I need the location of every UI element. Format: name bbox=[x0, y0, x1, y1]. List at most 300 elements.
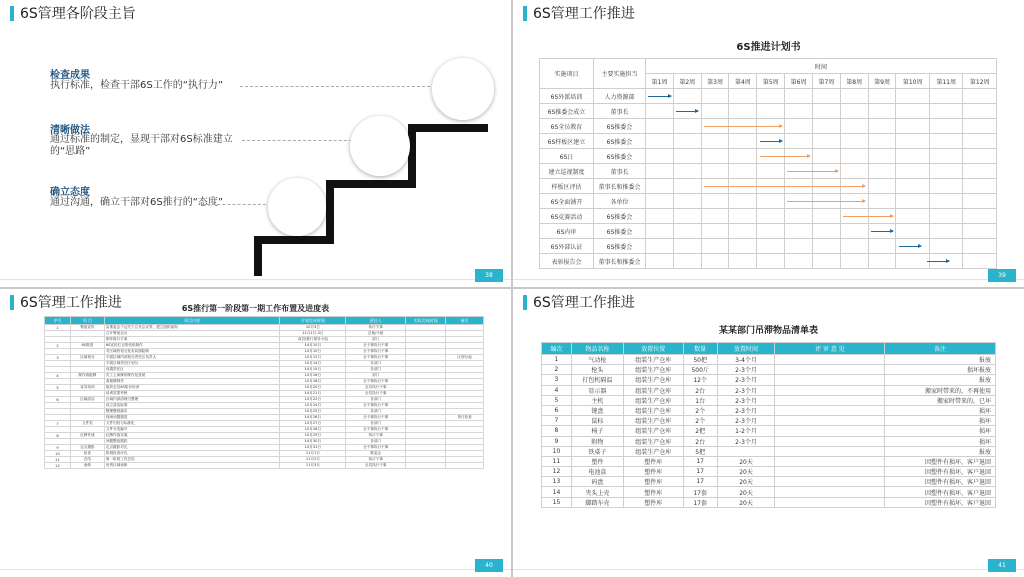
table-cell: 各部门 bbox=[346, 421, 406, 427]
plan-owner: 6S推委会 bbox=[594, 119, 646, 134]
table-cell: 2 bbox=[542, 365, 572, 375]
table-cell bbox=[775, 456, 885, 466]
week-cell bbox=[785, 119, 813, 134]
week-cell bbox=[929, 104, 962, 119]
week-cell bbox=[896, 119, 929, 134]
table-cell: 气动枪 bbox=[571, 355, 623, 365]
week-cell bbox=[757, 254, 785, 269]
week-cell bbox=[701, 224, 729, 239]
week-cell bbox=[929, 119, 962, 134]
week-cell bbox=[757, 104, 785, 119]
plan-item: 6S日 bbox=[540, 149, 594, 164]
week-cell bbox=[701, 194, 729, 209]
slide-title bbox=[523, 293, 635, 311]
gantt-arrow bbox=[899, 246, 921, 247]
table-cell: 2-3个月 bbox=[717, 416, 775, 426]
table-cell bbox=[775, 446, 885, 456]
table-cell: 塑件库 bbox=[623, 477, 683, 487]
week-cell bbox=[963, 134, 997, 149]
week-cell bbox=[785, 89, 813, 104]
footer-line bbox=[513, 569, 1024, 570]
table-cell: 20天 bbox=[717, 456, 775, 466]
week-cell bbox=[929, 149, 962, 164]
week-cell bbox=[929, 224, 962, 239]
table-row bbox=[542, 385, 996, 395]
stage-1-circle: 第一 阶段 bbox=[268, 178, 326, 236]
week-cell bbox=[868, 89, 896, 104]
table-cell: 2台 bbox=[683, 436, 717, 446]
table-cell: 9 bbox=[45, 445, 71, 451]
table-cell: 损坏 bbox=[885, 405, 996, 415]
week-cell bbox=[896, 104, 929, 119]
plan-item: 样板区评估 bbox=[540, 179, 594, 194]
plan-owner: 人力资源部 bbox=[594, 89, 646, 104]
week-cell bbox=[673, 164, 701, 179]
table-cell: 因塑件有损坏，客户退回 bbox=[885, 467, 996, 477]
stage-2-heading: 清晰做法 bbox=[50, 125, 90, 136]
table-cell: 9 bbox=[542, 436, 572, 446]
table-cell: 成员/推行领导小组 bbox=[280, 337, 346, 343]
table-cell: 问题整改跟踪 bbox=[104, 439, 280, 445]
table-cell bbox=[717, 446, 775, 456]
stage-3-heading: 检查成果 bbox=[50, 70, 90, 81]
table-cell: 表彰 bbox=[70, 463, 104, 469]
page-number: 39 bbox=[988, 269, 1016, 282]
week-cell bbox=[646, 134, 674, 149]
table-cell: 4 bbox=[45, 373, 71, 379]
table-cell: 文件归档与标准化 bbox=[104, 421, 280, 427]
table-cell bbox=[775, 405, 885, 415]
week-cell bbox=[868, 254, 896, 269]
table-cell: 设立清洁标准 bbox=[104, 403, 280, 409]
table-cell: 每日检查 bbox=[446, 415, 484, 421]
title-accent-bar bbox=[523, 295, 527, 310]
week-cell bbox=[929, 164, 962, 179]
table-cell: 文件分类编号 bbox=[104, 427, 280, 433]
table-cell: 各部门 bbox=[346, 397, 406, 403]
week-cell bbox=[840, 119, 868, 134]
week-cell bbox=[729, 149, 757, 164]
plan-row bbox=[540, 239, 997, 254]
table-cell: 各部门 bbox=[346, 367, 406, 373]
plan-item: 6S全面铺开 bbox=[540, 194, 594, 209]
col-header: 评 审 意 见 bbox=[775, 343, 885, 355]
title-accent-bar bbox=[523, 6, 527, 21]
table-cell: 5 bbox=[45, 385, 71, 391]
table-row bbox=[542, 416, 996, 426]
table-cell: 损坏 bbox=[885, 426, 996, 436]
plan-row bbox=[540, 194, 997, 209]
table-cell: 12个 bbox=[683, 375, 717, 385]
week-cell bbox=[812, 134, 840, 149]
week-cell bbox=[646, 239, 674, 254]
plan-owner: 6S推委会 bbox=[594, 149, 646, 164]
week-cell bbox=[673, 239, 701, 254]
table-cell: 10月15日 bbox=[280, 367, 346, 373]
table-cell: 全干事执行干事 bbox=[346, 445, 406, 451]
gantt-arrow bbox=[760, 141, 782, 142]
week-header: 第3周 bbox=[701, 74, 729, 89]
table-cell: 执行干事 bbox=[346, 325, 406, 331]
table-cell: 10月28日 bbox=[280, 427, 346, 433]
week-cell bbox=[963, 149, 997, 164]
table-cell: 因塑件有损坏，客户退回 bbox=[885, 477, 996, 487]
slide-title bbox=[523, 4, 635, 22]
week-cell bbox=[646, 194, 674, 209]
gantt-arrow bbox=[787, 171, 837, 172]
plan-table bbox=[539, 58, 997, 269]
week-cell bbox=[896, 254, 929, 269]
week-cell bbox=[812, 254, 840, 269]
week-cell bbox=[896, 164, 929, 179]
footer-line bbox=[0, 569, 511, 570]
table-cell: 全干事执行干事 bbox=[346, 427, 406, 433]
table-cell: 码盘 bbox=[571, 477, 623, 487]
table-cell: 因塑件有损坏，客户退回 bbox=[885, 497, 996, 507]
table-cell: 全员执行干事 bbox=[346, 385, 406, 391]
gantt-arrow bbox=[704, 126, 782, 127]
table-cell: 10月12日 bbox=[280, 355, 346, 361]
week-cell bbox=[840, 89, 868, 104]
table-row bbox=[542, 405, 996, 415]
stage-1-heading: 确立态度 bbox=[50, 187, 90, 198]
table-cell: 1-2个月 bbox=[717, 426, 775, 436]
table-cell: 11月2日 bbox=[280, 457, 346, 463]
table-cell: 平面区域内部划分责任区负责人 bbox=[104, 355, 280, 361]
table-cell: 2-3个月 bbox=[717, 405, 775, 415]
table-title: 6S推进计划书 bbox=[736, 42, 801, 53]
table-cell: 7 bbox=[45, 421, 71, 427]
table-cell: 12 bbox=[542, 467, 572, 477]
week-cell bbox=[757, 194, 785, 209]
gantt-arrow bbox=[927, 261, 949, 262]
week-cell bbox=[646, 179, 674, 194]
week-cell bbox=[729, 209, 757, 224]
week-cell bbox=[785, 209, 813, 224]
table-cell: 2个 bbox=[683, 405, 717, 415]
week-cell bbox=[812, 239, 840, 254]
table-cell: 鼠标 bbox=[571, 416, 623, 426]
week-cell bbox=[896, 179, 929, 194]
col-header: 计划完成时间 bbox=[280, 317, 346, 325]
week-cell bbox=[896, 209, 929, 224]
table-cell: 10 bbox=[45, 451, 71, 457]
col-header: 实际完成时间 bbox=[406, 317, 446, 325]
table-cell bbox=[775, 477, 885, 487]
table-cell: 报废 bbox=[885, 355, 996, 365]
week-cell bbox=[673, 209, 701, 224]
plan-item: 6S全员教育 bbox=[540, 119, 594, 134]
table-cell: 5 bbox=[542, 395, 572, 405]
table-cell: 搬家时带来的，已坏 bbox=[885, 395, 996, 405]
table-cell: 6 bbox=[542, 405, 572, 415]
stage-3-connector bbox=[240, 86, 430, 87]
week-cell bbox=[963, 209, 997, 224]
table-cell: 10月24日 bbox=[280, 403, 346, 409]
gantt-arrow bbox=[871, 231, 893, 232]
week-cell bbox=[896, 224, 929, 239]
table-cell: 10月3日 bbox=[280, 325, 346, 331]
table-cell: 显示器 bbox=[571, 385, 623, 395]
table-cell: 组装生产仓库 bbox=[623, 355, 683, 365]
table-cell: 附物 bbox=[571, 436, 623, 446]
table-cell: 键盘 bbox=[571, 405, 623, 415]
week-cell bbox=[929, 239, 962, 254]
table-cell: 3 bbox=[542, 375, 572, 385]
slide-idle-items[interactable] bbox=[513, 289, 1024, 577]
table-cell: 10月29日 bbox=[280, 433, 346, 439]
week-header: 第11周 bbox=[929, 74, 962, 89]
slide-title-text: 6S管理各阶段主旨 bbox=[20, 6, 136, 22]
table-cell: 10月26日 bbox=[280, 415, 346, 421]
table-cell: 2把 bbox=[683, 426, 717, 436]
col-header: 备注 bbox=[885, 343, 996, 355]
schedule-table bbox=[44, 316, 484, 469]
week-cell bbox=[840, 149, 868, 164]
week-cell bbox=[963, 254, 997, 269]
gantt-arrow bbox=[648, 96, 670, 97]
slide-title-text: 6S管理工作推进 bbox=[533, 295, 635, 311]
week-cell bbox=[646, 254, 674, 269]
table-cell: 2-3个月 bbox=[717, 365, 775, 375]
slide-phase1-schedule[interactable] bbox=[0, 289, 511, 577]
table-cell: 8 bbox=[45, 433, 71, 439]
table-cell: 全员执行干事 bbox=[346, 391, 406, 397]
table-cell: 总结 bbox=[70, 457, 104, 463]
plan-item: 6S外部认证 bbox=[540, 239, 594, 254]
col-header: 备注 bbox=[446, 317, 484, 325]
table-cell: 报废 bbox=[885, 375, 996, 385]
table-cell: 11月1日 bbox=[280, 451, 346, 457]
plan-row bbox=[540, 209, 997, 224]
table-cell: 10月20日 bbox=[280, 385, 346, 391]
plan-owner: 董事长和推委会 bbox=[594, 179, 646, 194]
table-cell: 全干事执行干事 bbox=[346, 355, 406, 361]
table-cell: 塑件库 bbox=[623, 467, 683, 477]
stage-1-connector bbox=[202, 204, 266, 205]
table-cell: 2-3个月 bbox=[717, 375, 775, 385]
table-cell bbox=[775, 375, 885, 385]
table-cell: 第一阶段工作总结 bbox=[104, 457, 280, 463]
week-cell bbox=[840, 254, 868, 269]
stage-3-circle: 第三 阶段 bbox=[432, 58, 494, 120]
plan-owner: 董事长和推委会 bbox=[594, 254, 646, 269]
table-cell: 组织全员6S知识培训 bbox=[104, 385, 280, 391]
week-cell bbox=[729, 164, 757, 179]
table-cell: 召开筹备会议 bbox=[104, 331, 280, 337]
table-cell: 17 bbox=[683, 456, 717, 466]
plan-item: 6S竞赛活动 bbox=[540, 209, 594, 224]
week-cell bbox=[757, 239, 785, 254]
week-cell bbox=[785, 224, 813, 239]
week-cell bbox=[868, 134, 896, 149]
table-cell: 对区域的划分及布局图绘制 bbox=[104, 349, 280, 355]
table-cell: 塑件库 bbox=[623, 487, 683, 497]
week-header: 第12周 bbox=[963, 74, 997, 89]
week-cell bbox=[840, 104, 868, 119]
week-cell bbox=[729, 89, 757, 104]
table-cell: 搬家时带来的，不再使用 bbox=[885, 385, 996, 395]
table-cell: 检查 bbox=[70, 451, 104, 457]
plan-item: 6S内审 bbox=[540, 224, 594, 239]
plan-owner: 董事长 bbox=[594, 164, 646, 179]
week-cell bbox=[812, 209, 840, 224]
week-cell bbox=[673, 119, 701, 134]
table-cell: 损坏 bbox=[885, 436, 996, 446]
table-cell: 2 bbox=[45, 343, 71, 349]
week-cell bbox=[896, 89, 929, 104]
col-header: 数量 bbox=[683, 343, 717, 355]
table-cell: 2-3个月 bbox=[717, 385, 775, 395]
week-cell bbox=[785, 239, 813, 254]
table-cell: 文件类 bbox=[70, 421, 104, 427]
table-cell: 制作推行方案 bbox=[104, 337, 280, 343]
table-cell: 11 bbox=[45, 457, 71, 463]
table-cell: 组装生产仓库 bbox=[623, 385, 683, 395]
table-cell bbox=[775, 467, 885, 477]
table-cell: 各部门 bbox=[346, 361, 406, 367]
table-cell: 10月10日 bbox=[280, 349, 346, 355]
table-cell: 2-3个月 bbox=[717, 436, 775, 446]
table-cell: 塑件库 bbox=[623, 456, 683, 466]
table-cell: 组装生产仓库 bbox=[623, 375, 683, 385]
plan-row bbox=[540, 104, 997, 119]
table-cell: 枪头 bbox=[571, 365, 623, 375]
footer-line bbox=[0, 279, 511, 280]
table-cell: 12 bbox=[45, 463, 71, 469]
table-cell: 铁桌子 bbox=[571, 446, 623, 456]
week-cell bbox=[673, 194, 701, 209]
table-cell: 平面区域责任区划分 bbox=[104, 361, 280, 367]
week-cell bbox=[646, 149, 674, 164]
week-cell bbox=[963, 104, 997, 119]
plan-item: 6S样板区建立 bbox=[540, 134, 594, 149]
table-cell: 组装生产仓库 bbox=[623, 405, 683, 415]
week-cell bbox=[729, 224, 757, 239]
col-header: 项 目 bbox=[70, 317, 104, 325]
table-cell: 组装生产仓库 bbox=[623, 446, 683, 456]
week-cell bbox=[868, 194, 896, 209]
week-cell bbox=[963, 89, 997, 104]
table-row bbox=[542, 467, 996, 477]
col-header-time: 时间 bbox=[646, 59, 997, 74]
table-title: 某某部门吊滞物品清单表 bbox=[718, 326, 818, 336]
table-cell: 组装生产仓库 bbox=[623, 426, 683, 436]
col-header: 项目内容 bbox=[104, 317, 280, 325]
week-cell bbox=[646, 119, 674, 134]
table-cell: 现场问题跟进 bbox=[104, 415, 280, 421]
table-cell: 20天 bbox=[717, 497, 775, 507]
table-cell: 部门 bbox=[346, 373, 406, 379]
week-cell bbox=[785, 134, 813, 149]
table-cell: 员工上岗牌的制作及张贴 bbox=[104, 373, 280, 379]
plan-row bbox=[540, 224, 997, 239]
stage-2-description: 通过标准的制定，显现干部对6S标准建立的“思路” bbox=[50, 134, 233, 157]
week-cell bbox=[757, 224, 785, 239]
week-cell bbox=[673, 134, 701, 149]
table-cell: 电池盒 bbox=[571, 467, 623, 477]
week-cell bbox=[673, 254, 701, 269]
page-number: 40 bbox=[475, 559, 503, 572]
table-cell: 塑件库 bbox=[623, 497, 683, 507]
slide-title bbox=[10, 4, 136, 22]
table-cell bbox=[775, 355, 885, 365]
slide-stage-themes[interactable] bbox=[0, 0, 511, 287]
week-cell bbox=[729, 104, 757, 119]
table-cell: 11 bbox=[542, 456, 572, 466]
week-cell bbox=[673, 224, 701, 239]
table-cell: 10月27日 bbox=[280, 421, 346, 427]
week-cell bbox=[963, 194, 997, 209]
week-header: 第6周 bbox=[785, 74, 813, 89]
week-cell bbox=[785, 254, 813, 269]
plan-owner: 6S推委会 bbox=[594, 209, 646, 224]
stage-2-connector bbox=[242, 140, 352, 141]
table-cell: 13 bbox=[542, 477, 572, 487]
week-cell bbox=[729, 194, 757, 209]
plan-owner: 各单位 bbox=[594, 194, 646, 209]
plan-owner: 6S推委会 bbox=[594, 239, 646, 254]
week-cell bbox=[757, 89, 785, 104]
table-cell: 10月18日 bbox=[280, 379, 346, 385]
table-cell: 因塑件有损坏，客户退回 bbox=[885, 487, 996, 497]
table-cell: 2台 bbox=[683, 385, 717, 395]
week-header: 第2周 bbox=[673, 74, 701, 89]
table-cell bbox=[775, 365, 885, 375]
table-row bbox=[45, 463, 484, 469]
week-cell bbox=[701, 104, 729, 119]
table-cell: 500斤 bbox=[683, 365, 717, 375]
table-row bbox=[542, 426, 996, 436]
stage-2-circle: 第二 阶段 bbox=[350, 116, 410, 176]
week-cell bbox=[896, 149, 929, 164]
table-cell: 夹头上壳 bbox=[571, 487, 623, 497]
table-row bbox=[542, 477, 996, 487]
week-cell bbox=[701, 254, 729, 269]
table-cell: 由推委会下达关于召开会议等，建立组织架构 bbox=[104, 325, 280, 331]
plan-row bbox=[540, 164, 997, 179]
week-cell bbox=[963, 164, 997, 179]
slide-6s-plan[interactable] bbox=[513, 0, 1024, 287]
col-header: 编次 bbox=[542, 343, 572, 355]
table-cell: 20天 bbox=[717, 467, 775, 477]
plan-owner: 董事长 bbox=[594, 104, 646, 119]
plan-item: 6S外派培训 bbox=[540, 89, 594, 104]
week-cell bbox=[963, 119, 997, 134]
table-cell bbox=[406, 463, 446, 469]
table-cell: 各部门 bbox=[346, 439, 406, 445]
table-cell: 7 bbox=[542, 416, 572, 426]
week-cell bbox=[868, 119, 896, 134]
page-number: 41 bbox=[988, 559, 1016, 572]
table-cell: 总裁/小组 bbox=[346, 331, 406, 337]
table-cell: 脚踏车壳 bbox=[571, 497, 623, 507]
table-cell bbox=[775, 487, 885, 497]
table-cell: 看板牌制作 bbox=[104, 379, 280, 385]
week-cell bbox=[896, 134, 929, 149]
table-cell: 宣导培训 bbox=[70, 385, 104, 391]
table-cell: 17 bbox=[683, 467, 717, 477]
table-cell: 定点摄影 bbox=[70, 445, 104, 451]
table-cell bbox=[775, 395, 885, 405]
week-cell bbox=[646, 104, 674, 119]
table-cell: 组装生产仓库 bbox=[623, 365, 683, 375]
week-cell bbox=[701, 239, 729, 254]
table-cell: 20天 bbox=[717, 477, 775, 487]
table-cell: 损坏 bbox=[885, 416, 996, 426]
table-cell: 8 bbox=[542, 426, 572, 436]
table-cell: 优秀区域表彰 bbox=[104, 463, 280, 469]
